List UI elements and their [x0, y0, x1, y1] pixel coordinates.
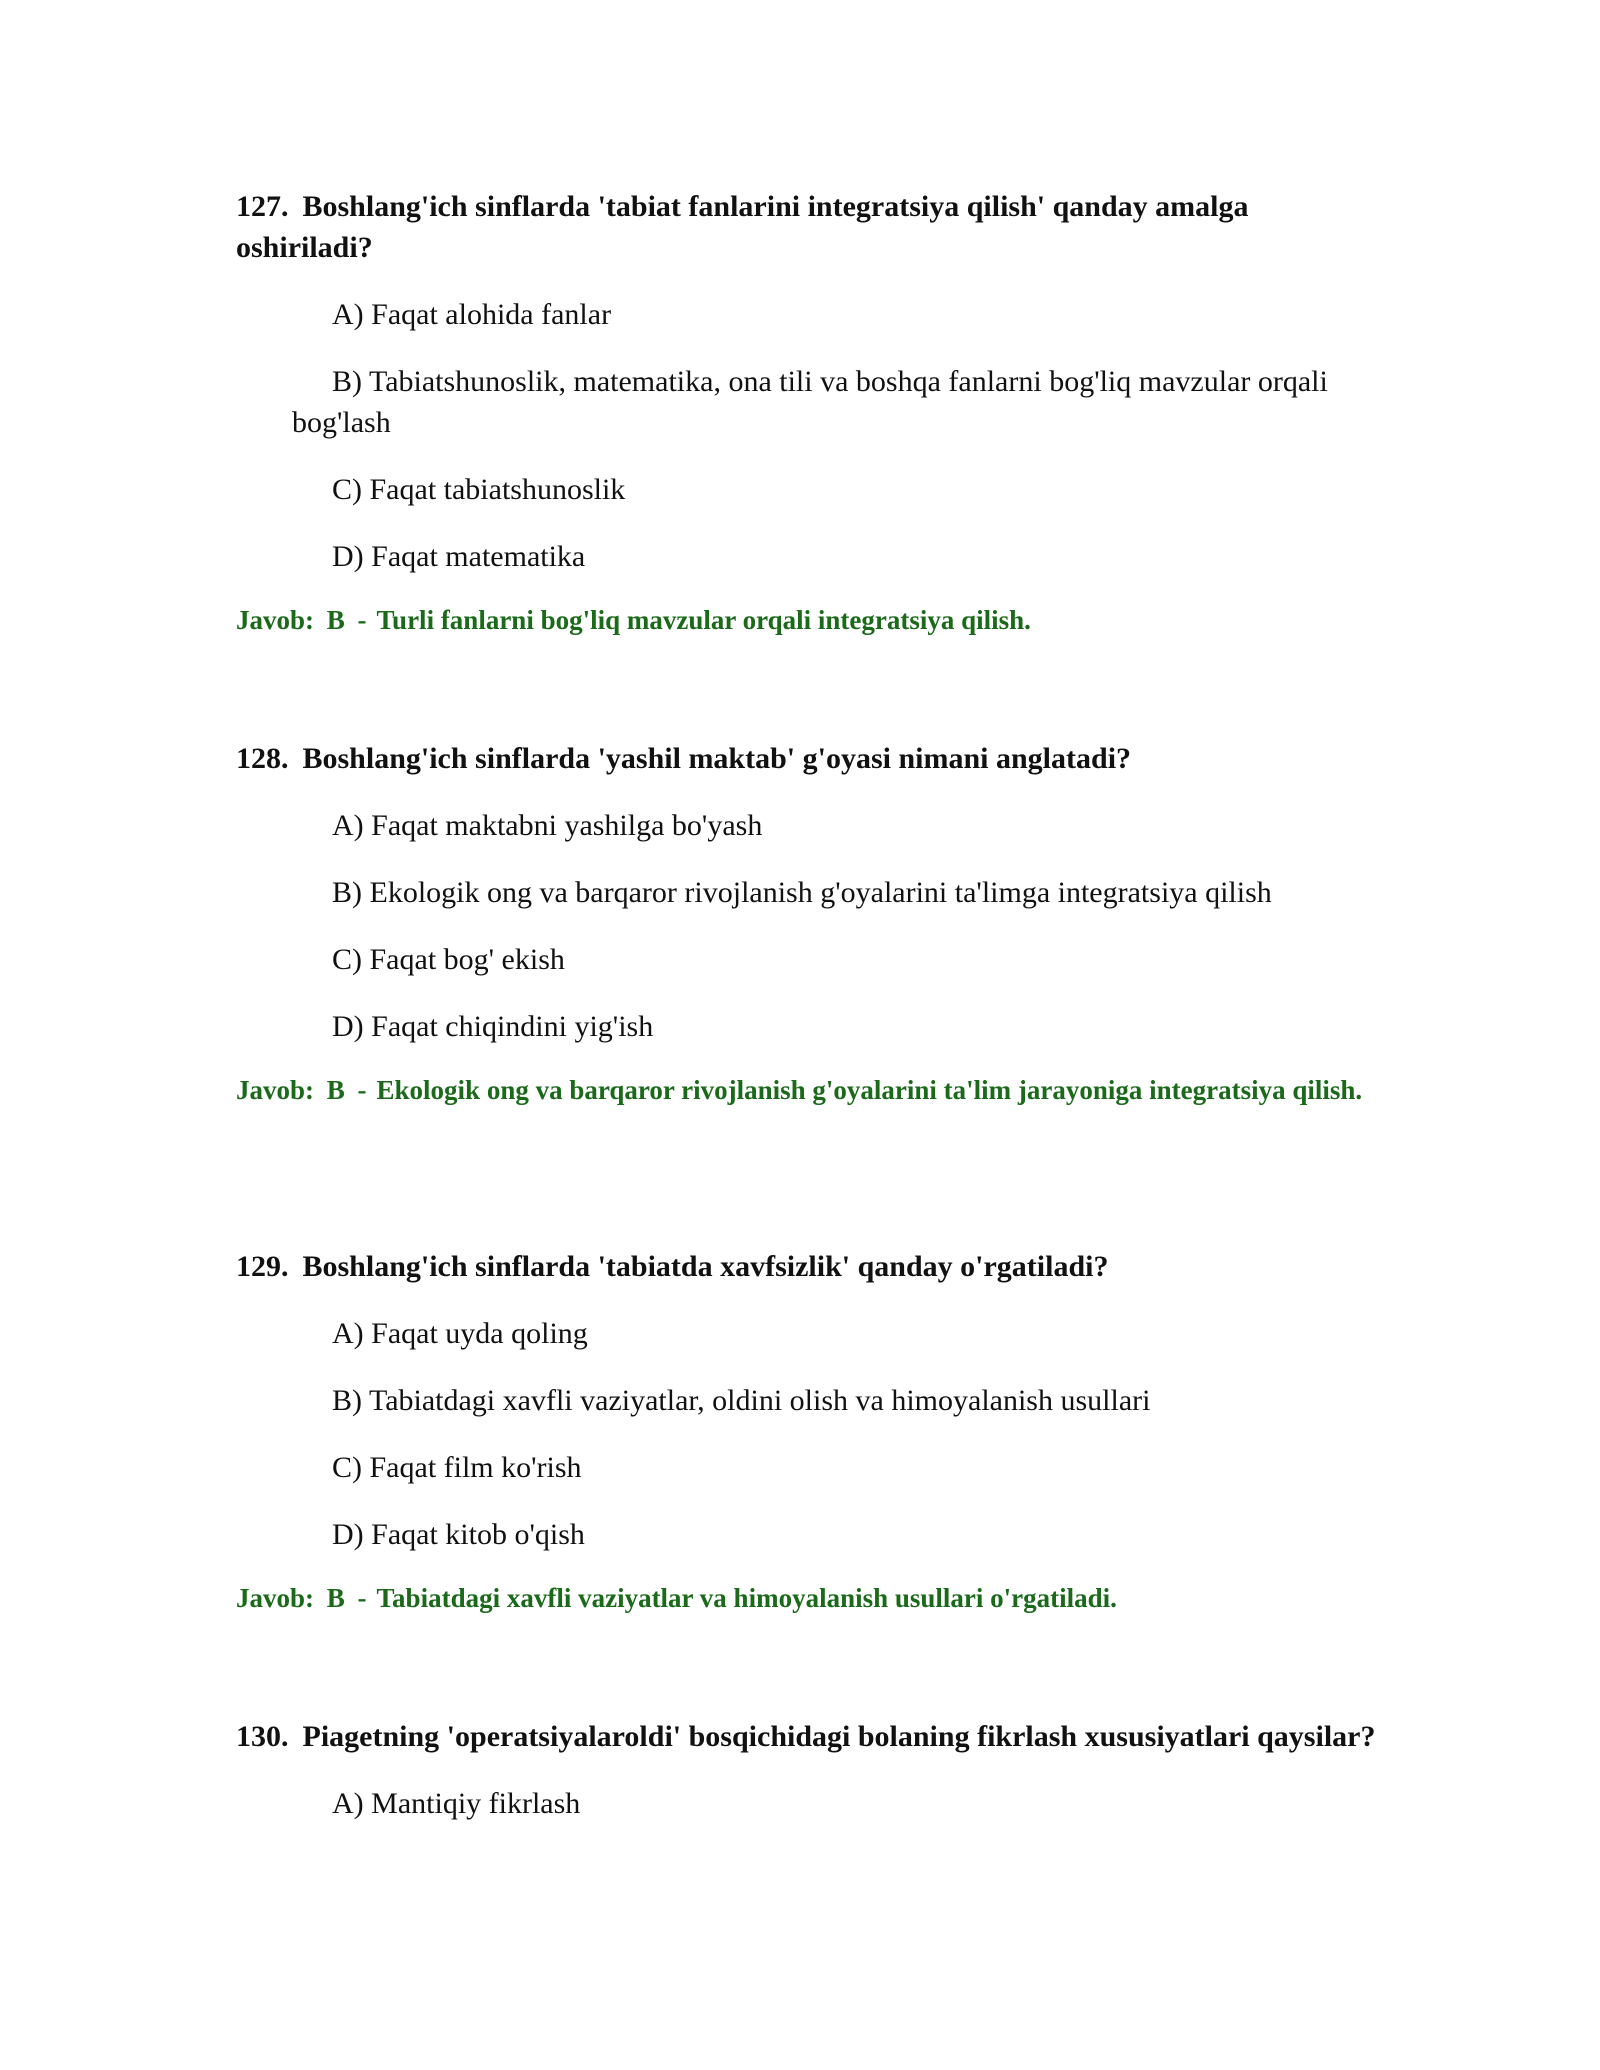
question-128 [236, 738, 1376, 779]
answer-label: Javob: [236, 605, 315, 635]
answer-letter: B [326, 1583, 345, 1613]
answer-text: Ekologik ong va barqaror rivojlanish g'oyalarini ta'lim jarayoniga integratsiya qilish. [376, 1075, 1363, 1105]
option-b: B) Tabiatdagi xavfli vaziyatlar, oldini olish va himoyalanish usullari [332, 1384, 1151, 1417]
answer-text: Turli fanlarni bog'liq mavzular orqali integratsiya qilish. [376, 605, 1031, 635]
answer-128 [236, 1071, 1376, 1109]
question-text: Boshlang'ich sinflarda 'yashil maktab' g'oyasi nimani anglatadi? [302, 742, 1132, 775]
question-block-129 [236, 1246, 1376, 1617]
answer-letter: B [326, 605, 345, 635]
answer-letter: B [326, 1075, 345, 1105]
question-129 [236, 1246, 1376, 1287]
answer-129 [236, 1579, 1376, 1617]
answer-text: Tabiatdagi xavfli vaziyatlar va himoyalanish usullari o'rgatiladi. [376, 1583, 1117, 1613]
question-text: Piagetning 'operatsiyalaroldi' bosqichidagi bolaning fikrlash xususiyatlari qaysilar? [302, 1720, 1376, 1753]
option-d: D) Faqat kitob o'qish [332, 1518, 585, 1551]
option-d: D) Faqat matematika [332, 540, 586, 573]
option-c: C) Faqat bog' ekish [332, 943, 565, 976]
question-text: Boshlang'ich sinflarda 'tabiat fanlarini integratsiya qilish' qanday amalga oshiriladi? [236, 190, 1249, 264]
option-d: D) Faqat chiqindini yig'ish [332, 1010, 654, 1043]
answer-label: Javob: [236, 1583, 315, 1613]
question-130 [236, 1716, 1376, 1757]
question-127 [236, 186, 1376, 268]
option-a: A) Faqat maktabni yashilga bo'yash [332, 809, 763, 842]
answer-label: Javob: [236, 1075, 315, 1105]
question-number: 130. [236, 1720, 289, 1753]
answer-dash: - [357, 1583, 367, 1613]
option-c: C) Faqat tabiatshunoslik [332, 473, 626, 506]
answer-dash: - [357, 605, 367, 635]
question-number: 129. [236, 1250, 289, 1283]
question-number: 128. [236, 742, 289, 775]
answer-dash: - [357, 1075, 367, 1105]
option-b: B) Tabiatshunoslik, matematika, ona tili va boshqa fanlarni bog'liq mavzular orqali bog'lash [292, 365, 1328, 439]
question-block-127 [236, 186, 1376, 639]
option-b: B) Ekologik ong va barqaror rivojlanish g'oyalarini ta'limga integratsiya qilish [332, 876, 1272, 909]
option-a: A) Mantiqiy fikrlash [332, 1787, 581, 1820]
option-c: C) Faqat film ko'rish [332, 1451, 582, 1484]
question-block-130 [236, 1716, 1376, 1824]
answer-127 [236, 601, 1376, 639]
option-a: A) Faqat alohida fanlar [332, 298, 612, 331]
question-block-128 [236, 738, 1376, 1109]
question-number: 127. [236, 190, 289, 223]
option-a: A) Faqat uyda qoling [332, 1317, 588, 1350]
question-text: Boshlang'ich sinflarda 'tabiatda xavfsizlik' qanday o'rgatiladi? [302, 1250, 1109, 1283]
